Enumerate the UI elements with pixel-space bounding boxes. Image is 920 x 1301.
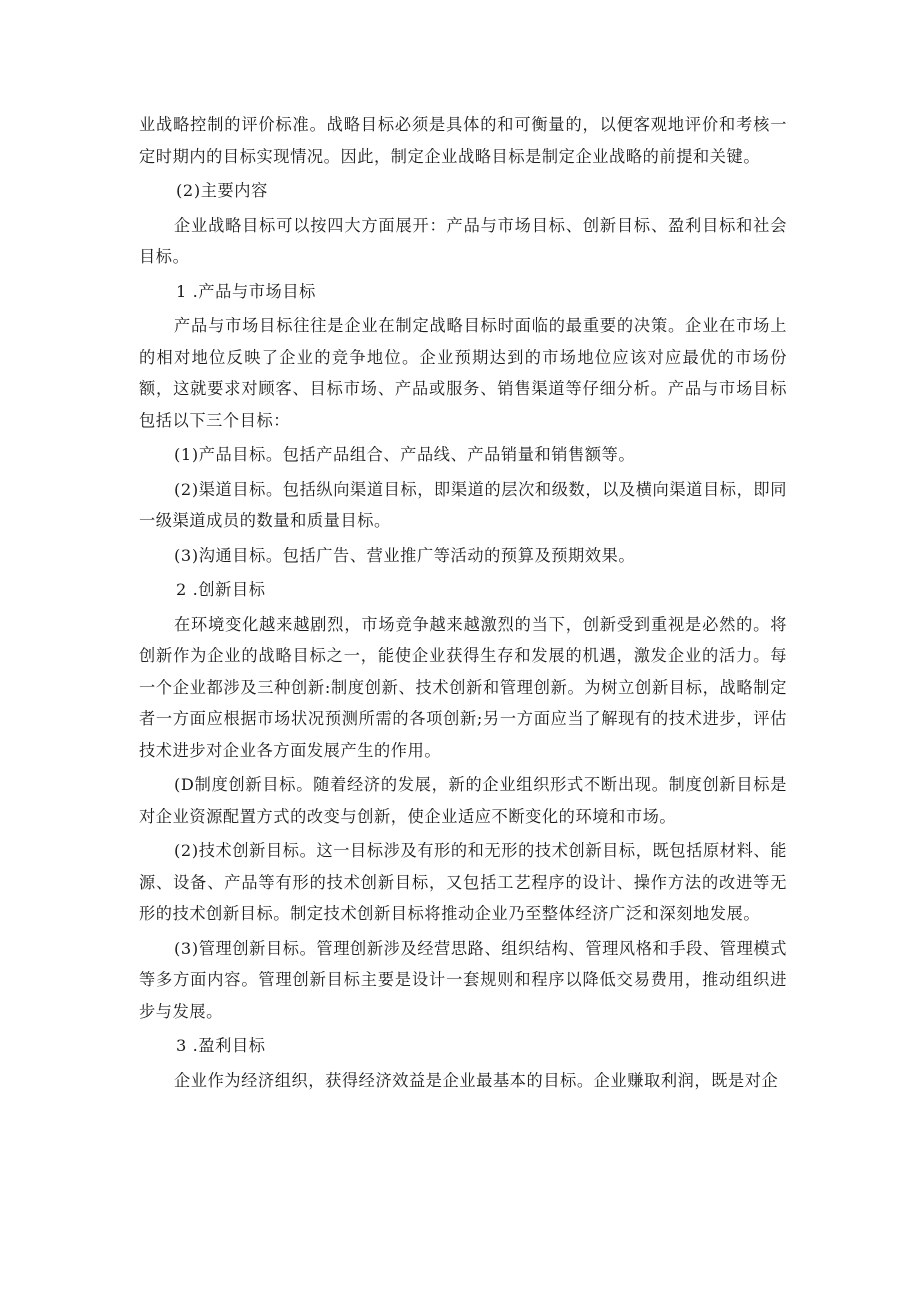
paragraph-product-market: 产品与市场目标往往是企业在制定战略目标时面临的最重要的决策。企业在市场上的相对地位反映了企业的竞争地位。企业预期达到的市场地位应该对应最优的市场份额，这就要求对顾客、目标市场、产品或服务、销售渠道等仔细分析。产品与市场目标包括以下三个目标： (139, 316, 787, 430)
heading-main-content: (2)主要内容 (176, 181, 268, 200)
paragraph-innovation: 在环境变化越来越剧烈，市场竞争越来越激烈的当下，创新受到重视是必然的。将创新作为企业的战略目标之一，能使企业获得生存和发展的机遇，激发企业的活力。每一个企业都涉及三种创新:制度创新、技术创新和管理创新。为树立创新目标，战略制定者一方面应根据市场状况预测所需的各项创新;另一方面应当了解现有的技术进步，评估技术进步对企业各方面发展产生的作用。 (139, 614, 787, 760)
paragraph-intro-continuation: 业战略控制的评价标准。战略目标必须是具体的和可衡量的，以便客观地评价和考核一定时期内的目标实现情况。因此，制定企业战略目标是制定企业战略的前提和关键。 (139, 115, 787, 166)
paragraph-technical-innovation: (2)技术创新目标。这一目标涉及有形的和无形的技术创新目标，既包括原材料、能源、设备、产品等有形的技术创新目标，又包括工艺程序的设计、操作方法的改进等无形的技术创新目标。制定技术创新目标将推动企业乃至整体经济广泛和深刻地发展。 (139, 841, 787, 923)
paragraph-four-aspects: 企业战略目标可以按四大方面展开：产品与市场目标、创新目标、盈利目标和社会目标。 (139, 215, 787, 266)
heading-innovation-goals: 2 .创新目标 (176, 580, 266, 599)
paragraph-institutional-innovation: (D制度创新目标。随着经济的发展，新的企业组织形式不断出现。制度创新目标是对企业资源配置方式的改变与创新，使企业适应不断变化的环境和市场。 (139, 775, 787, 826)
heading-profit-goals: 3 .盈利目标 (176, 1036, 266, 1055)
paragraph-profit: 企业作为经济组织，获得经济效益是企业最基本的目标。企业赚取利润，既是对企 (174, 1070, 779, 1090)
heading-product-market-goals: 1 .产品与市场目标 (176, 281, 316, 301)
paragraph-communication-goal: (3)沟通目标。包括广告、营业推广等活动的预算及预期效果。 (174, 545, 636, 565)
paragraph-product-goal: (1)产品目标。包括产品组合、产品线、产品销量和销售额等。 (174, 445, 636, 464)
paragraph-management-innovation: (3)管理创新目标。管理创新涉及经营思路、组织结构、管理风格和手段、管理模式等多方面内容。管理创新目标主要是设计一套规则和程序以降低交易费用，推动组织进步与发展。 (139, 938, 787, 1021)
paragraph-channel-goal: (2)渠道目标。包括纵向渠道目标，即渠道的层次和级数，以及横向渠道目标，即同一级渠道成员的数量和质量目标。 (139, 479, 787, 530)
document-page (139, 109, 787, 1096)
